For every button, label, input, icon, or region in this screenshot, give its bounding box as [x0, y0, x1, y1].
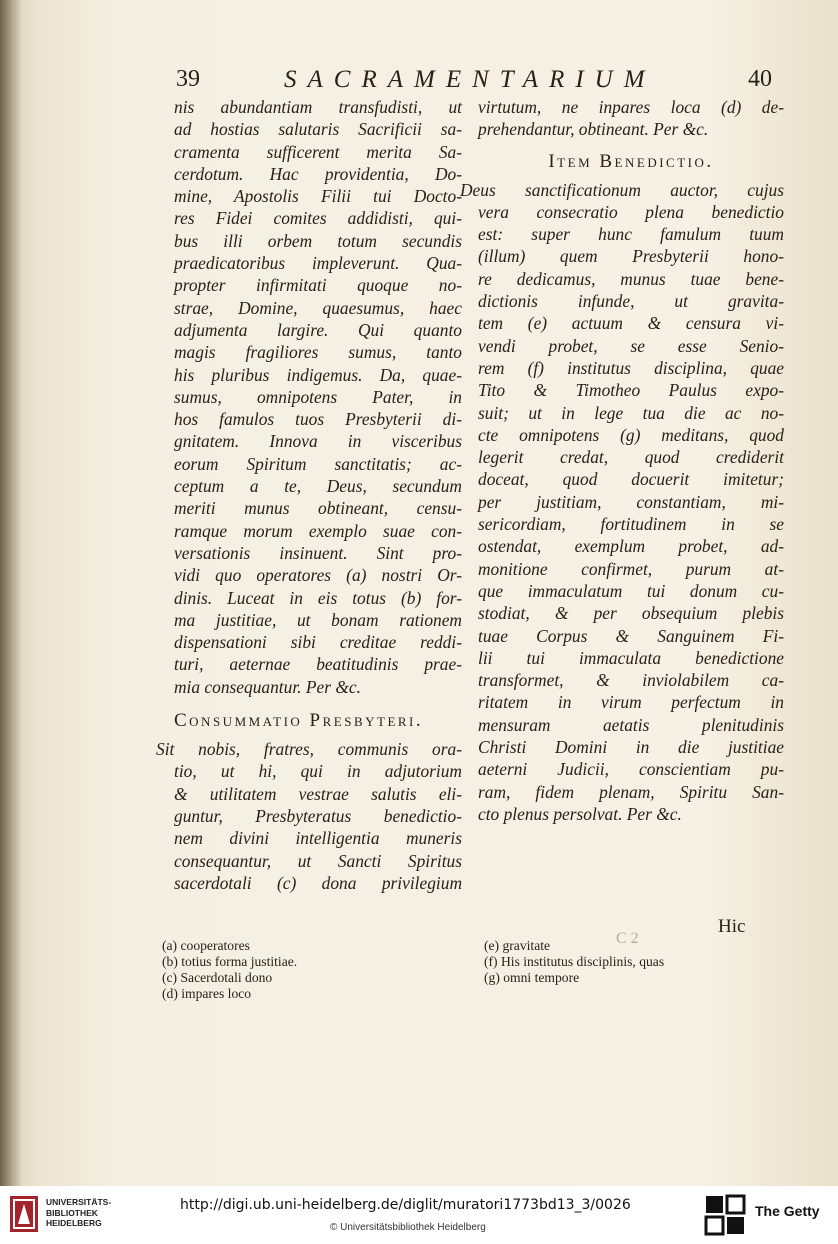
text-line: mine, Apostolis Filii tui Docto- — [174, 186, 462, 207]
text-line: turi, aeternae beatitudinis prae- — [174, 654, 462, 675]
footnote: (d) impares loco — [162, 986, 252, 1001]
page-number-left: 39 — [176, 66, 200, 92]
text-line: magis fragiliores sumus, tanto — [174, 342, 462, 363]
text-line: vera consecratio plena benedictio — [478, 201, 784, 222]
footnote: (a) cooperatores — [162, 938, 250, 953]
text-line: stodiat, & per obsequium plebis — [478, 603, 784, 624]
text-line: gnitatem. Innova in visceribus — [174, 431, 462, 452]
text-line: dispensationi sibi creditae reddi- — [174, 632, 462, 653]
text-line: meriti munus obtineant, censu- — [174, 498, 462, 519]
text-line: ramque morum exemplo suae con- — [174, 520, 462, 541]
text-line: vendi probet, se esse Senio- — [478, 335, 784, 356]
text-line: praedicatoribus impleverunt. Qua- — [174, 253, 462, 274]
text-line: dinis. Luceat in eis totus (b) for- — [174, 587, 462, 608]
text-line: que immaculatum tui donum cu- — [478, 580, 784, 601]
signature-mark: C 2 — [616, 930, 639, 947]
text-line: ad hostias salutaris Sacrificii sa- — [174, 119, 462, 140]
text-line: transformet, & inviolabilem ca- — [478, 670, 784, 691]
gutter-shadow — [0, 0, 22, 1186]
getty-logo-icon — [704, 1194, 746, 1236]
text-line: nis abundantiam transfudisti, ut — [174, 97, 462, 117]
text-line: mia consequantur. Per &c. — [174, 676, 361, 697]
text-line: vidi quo operatores (a) nostri Or- — [174, 565, 462, 586]
text-line: adjumenta largire. Qui quanto — [174, 319, 462, 340]
text-line: cto plenus persolvat. Per &c. — [478, 803, 682, 824]
running-header — [176, 66, 776, 100]
text-line: aeterni Judicii, conscientiam pu- — [478, 759, 784, 780]
footnotes-left — [162, 938, 452, 1002]
text-line: ritatem in virum perfectum in — [478, 692, 784, 713]
text-line: hos famulos tuos Presbyterii di- — [174, 409, 462, 430]
text-line: strae, Domine, quaesumus, haec — [174, 297, 462, 318]
text-line: suit; ut in lege tua die ac no- — [478, 402, 784, 423]
text-line: his pluribus indigemus. Da, quae- — [174, 364, 462, 385]
catchword: Hic — [718, 916, 746, 937]
text-line: dictionis infunde, ut gravita- — [478, 291, 784, 312]
footnote: (f) His institutus disciplinis, quas — [484, 954, 665, 969]
text-line: bus illi orbem totum secundis — [174, 230, 462, 251]
text-line: virtutum, ne inpares loca (d) de- — [478, 97, 784, 117]
footnote: (e) gravitate — [484, 938, 551, 953]
text-line: Christi Domini in die justitiae — [478, 737, 784, 758]
page-number-right: 40 — [748, 66, 772, 92]
footnote: (c) Sacerdotali dono — [162, 970, 273, 985]
text-line: tio, ut hi, qui in adjutorium — [174, 761, 462, 782]
text-line: re dedicamus, munus tuae bene- — [478, 268, 784, 289]
text-line: & utilitatem vestrae salutis eli- — [174, 783, 462, 804]
text-line: tem (e) actuum & censura vi- — [478, 313, 784, 334]
text-line: ostendat, exemplum probet, ad- — [478, 536, 784, 557]
text-line: ceptum a te, Deus, secundum — [174, 476, 462, 497]
institution-name: UNIVERSITÄTS- BIBLIOTHEK HEIDELBERG — [46, 1197, 112, 1228]
text-line: sumus, omnipotens Pater, in — [174, 386, 462, 407]
text-line: guntur, Presbyteratus benedictio- — [174, 805, 462, 826]
text-line: cramenta sufficerent merita Sa- — [174, 141, 462, 162]
text-line: eorum Spiritum sanctitatis; ac- — [174, 453, 462, 474]
running-title: SACRAMENTARIUM — [284, 66, 656, 93]
viewer-footer — [0, 1186, 838, 1244]
section-heading: Consummatio Presbyteri. — [174, 710, 424, 732]
text-line: Sit nobis, fratres, communis ora- — [156, 739, 462, 760]
text-line: sacerdotali (c) dona privilegium — [174, 872, 462, 893]
text-line: cerdotum. Hac providentia, Do- — [174, 163, 462, 184]
text-line: per justitiam, constantiam, mi- — [478, 491, 784, 512]
text-line: est: super hunc famulum tuum — [478, 224, 784, 245]
text-line: sericordiam, fortitudinem in se — [478, 514, 784, 535]
text-line: prehendantur, obtineant. Per &c. — [478, 119, 709, 140]
text-line: res Fidei comites addidisti, qui- — [174, 208, 462, 229]
text-line: versationis insinuent. Sint pro- — [174, 542, 462, 563]
text-line: legerit credat, quod crediderit — [478, 447, 784, 468]
text-line: propter infirmitati quoque no- — [174, 275, 462, 296]
text-line: tuae Corpus & Sanguinem Fi- — [478, 625, 784, 646]
text-line: doceat, quod docuerit imitetur; — [478, 469, 784, 490]
text-line: consequantur, ut Sancti Spiritus — [174, 850, 462, 871]
text-line: ram, fidem plenam, Spiritu San- — [478, 781, 784, 802]
text-line: monitione confirmet, purum at- — [478, 558, 784, 579]
text-line: ma justitiae, ut bonam rationem — [174, 609, 462, 630]
text-line: rem (f) institutus disciplina, quae — [478, 357, 784, 378]
text-line: Deus sanctificationum auctor, cujus — [460, 179, 784, 200]
text-line: mensuram aetatis plenitudinis — [478, 714, 784, 735]
section-heading: Item Benedictio. — [548, 150, 714, 172]
text-line: lii tui immaculata benedictione — [478, 647, 784, 668]
partner-name: The Getty — [755, 1203, 820, 1219]
footnote: (g) omni tempore — [484, 970, 580, 985]
copyright-notice: © Universitätsbibliothek Heidelberg — [330, 1222, 486, 1233]
text-line: (illum) quem Presbyterii hono- — [478, 246, 784, 267]
right-column — [460, 96, 784, 825]
text-line: cte omnipotens (g) meditans, quod — [478, 424, 784, 445]
footnotes-right — [484, 938, 774, 986]
heidelberg-seal-icon — [8, 1194, 40, 1234]
text-line: nem divini intelligentia muneris — [174, 828, 462, 849]
text-line: Tito & Timotheo Paulus expo- — [478, 380, 784, 401]
footnote: (b) totius forma justitiae. — [162, 954, 298, 969]
left-column — [156, 96, 462, 894]
permalink[interactable]: http://digi.ub.uni-heidelberg.de/diglit/muratori1773bd13_3/0026 — [180, 1197, 631, 1213]
